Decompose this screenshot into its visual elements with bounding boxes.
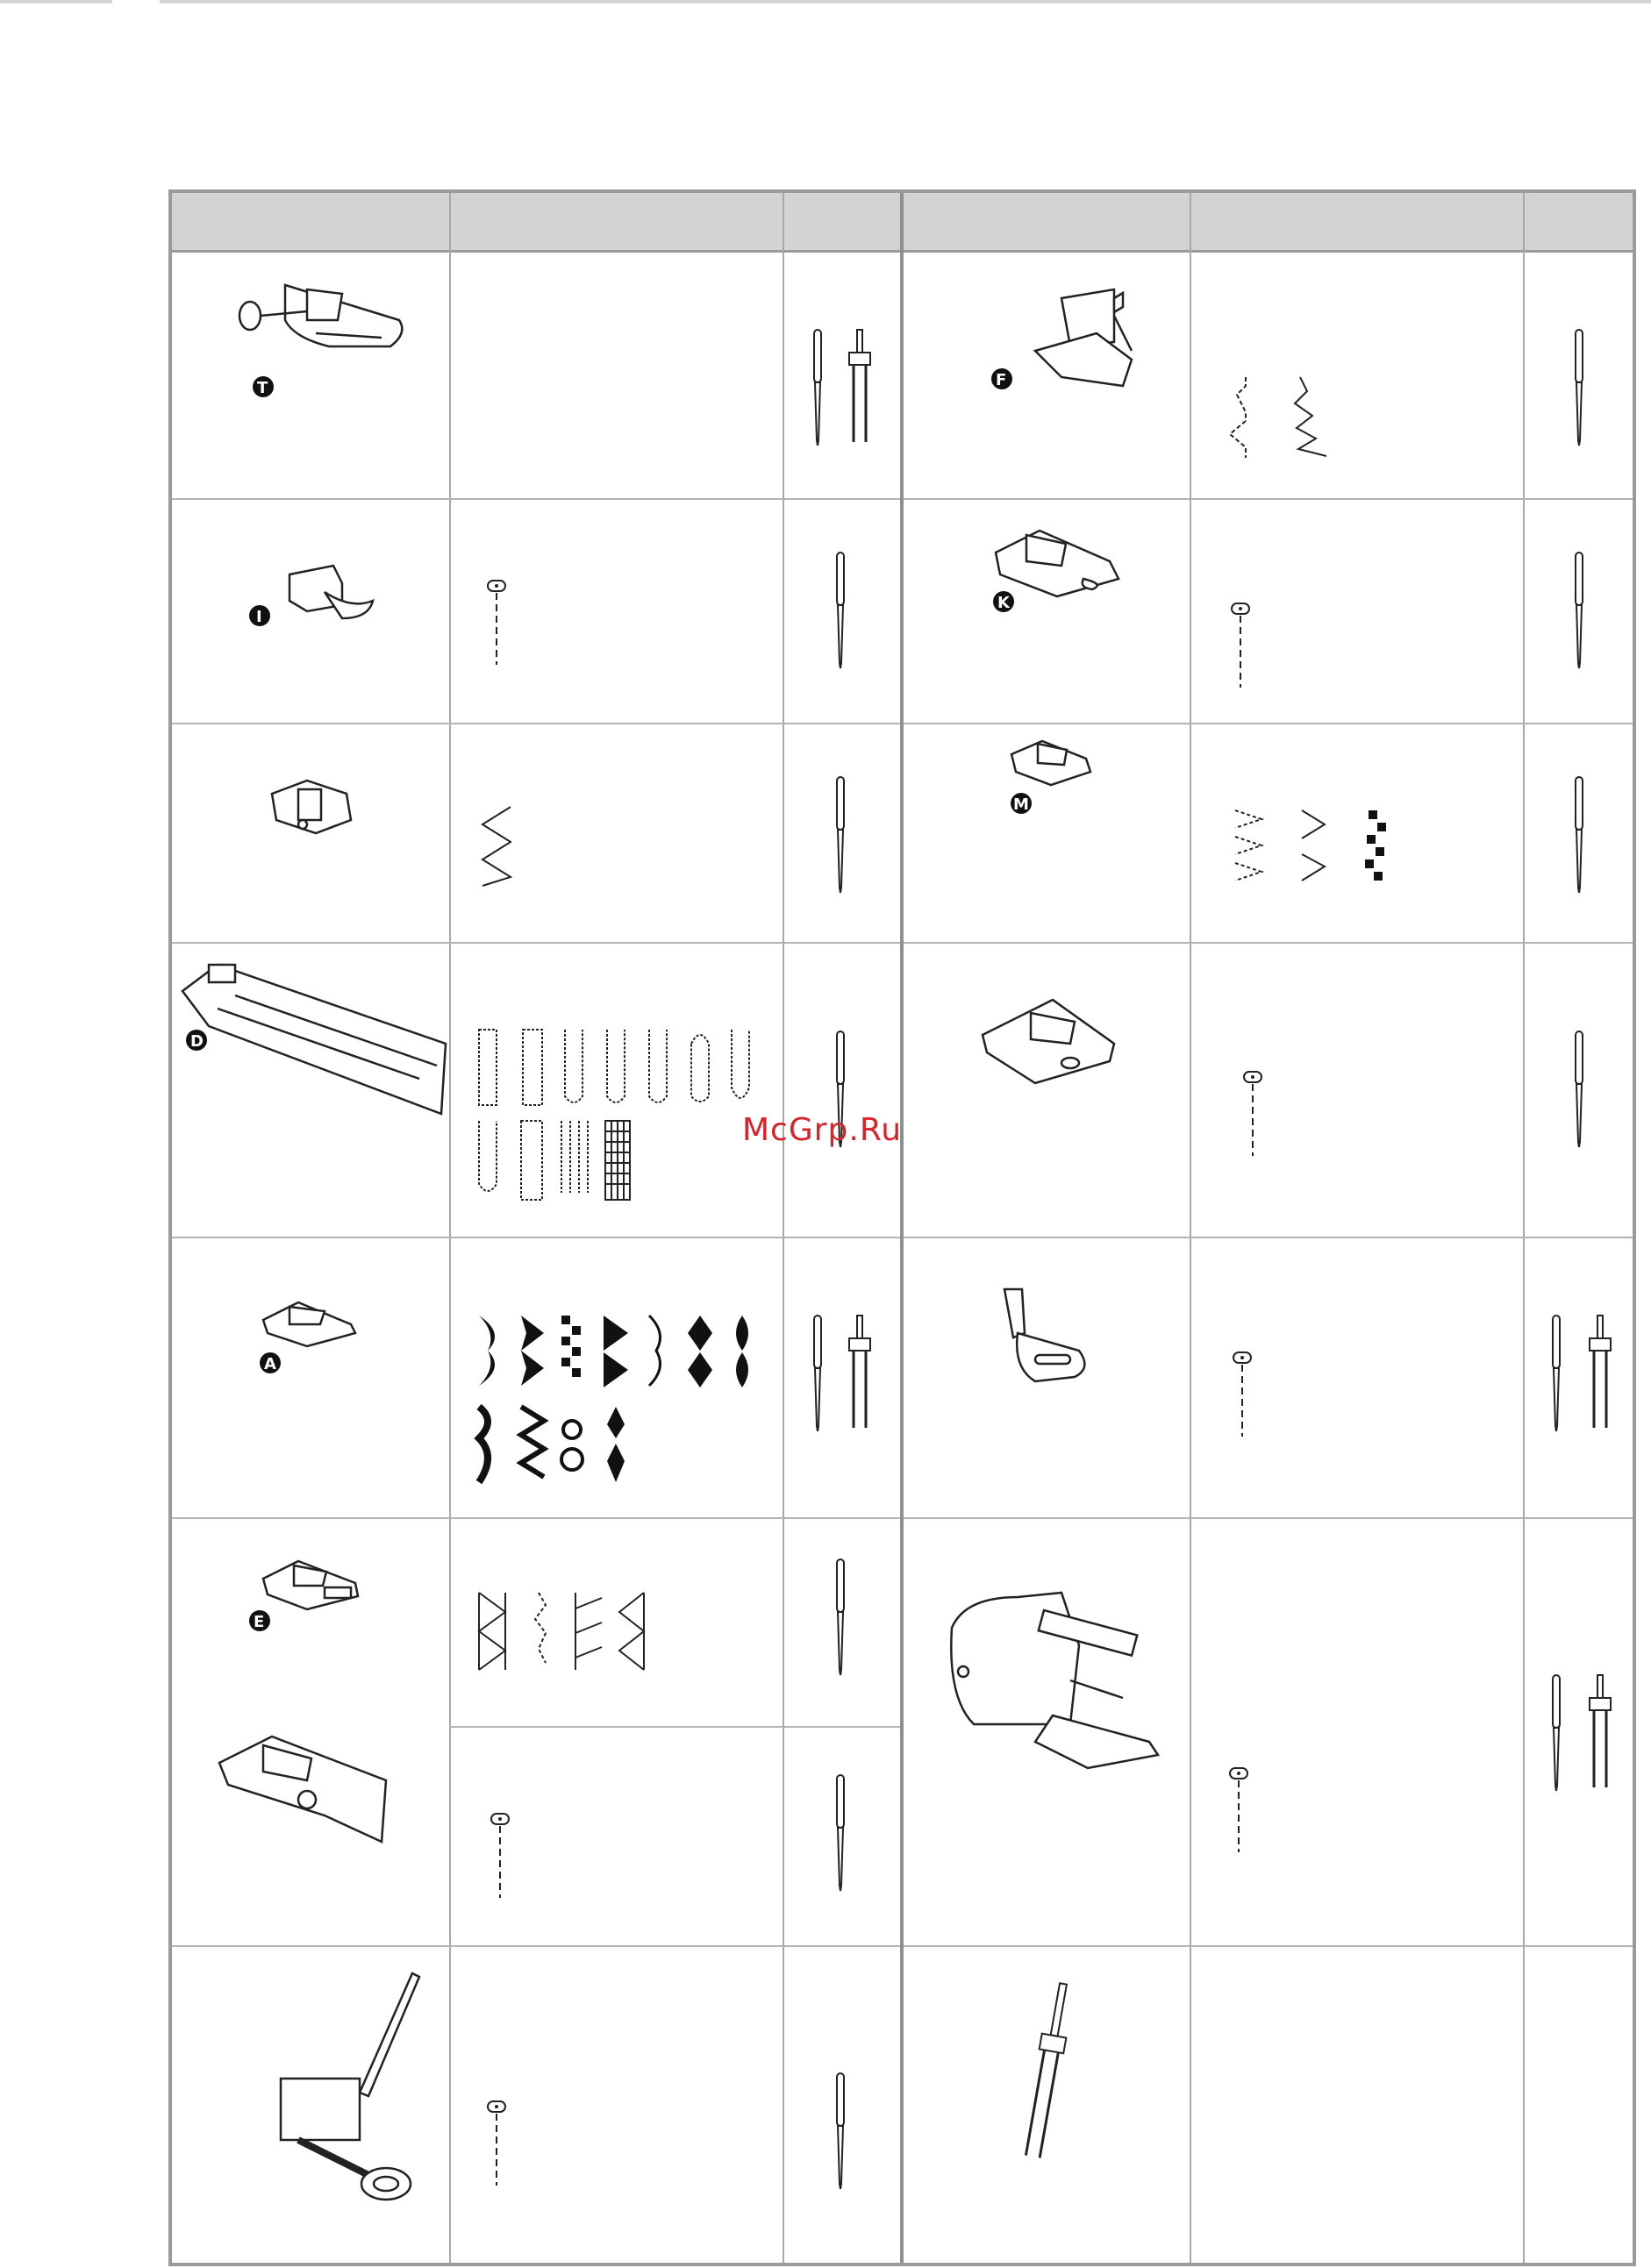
badge-d [186,1030,207,1051]
buttonhole-foot-icon [182,965,446,1114]
straight-stitch-icon [488,581,505,665]
single-needle-icon [814,1316,821,1431]
single-needle-icon [1553,1675,1560,1791]
badge-i [249,605,270,626]
twin-needle-icon [1590,1675,1611,1787]
quilting-foot-icon [281,1973,419,2200]
twin-needle-icon [849,1316,870,1428]
single-needle-icon [1576,330,1583,446]
rolled-hem-foot-icon [996,531,1119,596]
twin-needle-icon [849,330,870,442]
single-needle-icon [1553,1316,1560,1431]
single-needle-icon [1576,553,1583,668]
single-needle-icon [837,2073,844,2189]
straight-stitch-icon [1230,1768,1247,1852]
twin-needle-icon [1020,1982,1075,2159]
badge-k [993,591,1014,612]
single-needle-icon [814,330,821,446]
decorative-stitches-icon [479,1316,748,1482]
quarter-inch-foot-icon [219,1737,386,1842]
badge-e [249,1610,270,1631]
badge-t [253,376,274,397]
single-needle-icon [837,553,844,668]
svg-text:E: E [254,1613,265,1631]
svg-text:A: A [264,1355,276,1373]
straight-stitch-icon [488,2101,505,2186]
blind-stitch-foot-icon [1011,741,1090,785]
straight-stitch-icon [491,1814,509,1898]
buttonhole-stitches-icon [479,1030,749,1200]
single-needle-icon [1576,1031,1583,1147]
overlock-stitches-icon [1230,377,1326,458]
straight-stitch-foot-icon [1004,1289,1084,1381]
twin-needle-icon [1590,1316,1611,1428]
svg-text:T: T [257,379,268,397]
zigzag-stitch-icon [482,807,511,886]
zipper-foot-icon [289,566,373,618]
single-needle-icon [837,1775,844,1891]
watermark-text: McGrp.Ru [742,1112,903,1148]
walking-foot-icon [951,1593,1158,1768]
edge-guide-foot-icon [239,285,402,346]
blind-hem-stitches-icon [1235,810,1386,881]
side-cutter-icon [1035,289,1132,386]
single-needle-icon [837,1559,844,1675]
overcast-stitches-icon [479,1593,644,1670]
non-stick-foot-icon [983,1000,1114,1083]
badge-a [260,1352,281,1373]
badge-f [991,368,1012,389]
cording-foot-icon [272,781,351,833]
badge-m [1011,793,1032,814]
svg-text:I: I [256,608,262,626]
straight-stitch-icon [1244,1072,1261,1156]
svg-text:D: D [190,1032,204,1051]
straight-stitch-icon [1233,1352,1251,1437]
svg-text:F: F [996,371,1007,389]
overcasting-foot-icon [263,1561,358,1609]
svg-text:M: M [1013,795,1029,814]
satin-stitch-foot-icon [263,1302,355,1346]
single-needle-icon [837,777,844,893]
straight-stitch-icon [1232,603,1249,688]
single-needle-icon [1576,777,1583,893]
svg-text:K: K [997,594,1010,612]
